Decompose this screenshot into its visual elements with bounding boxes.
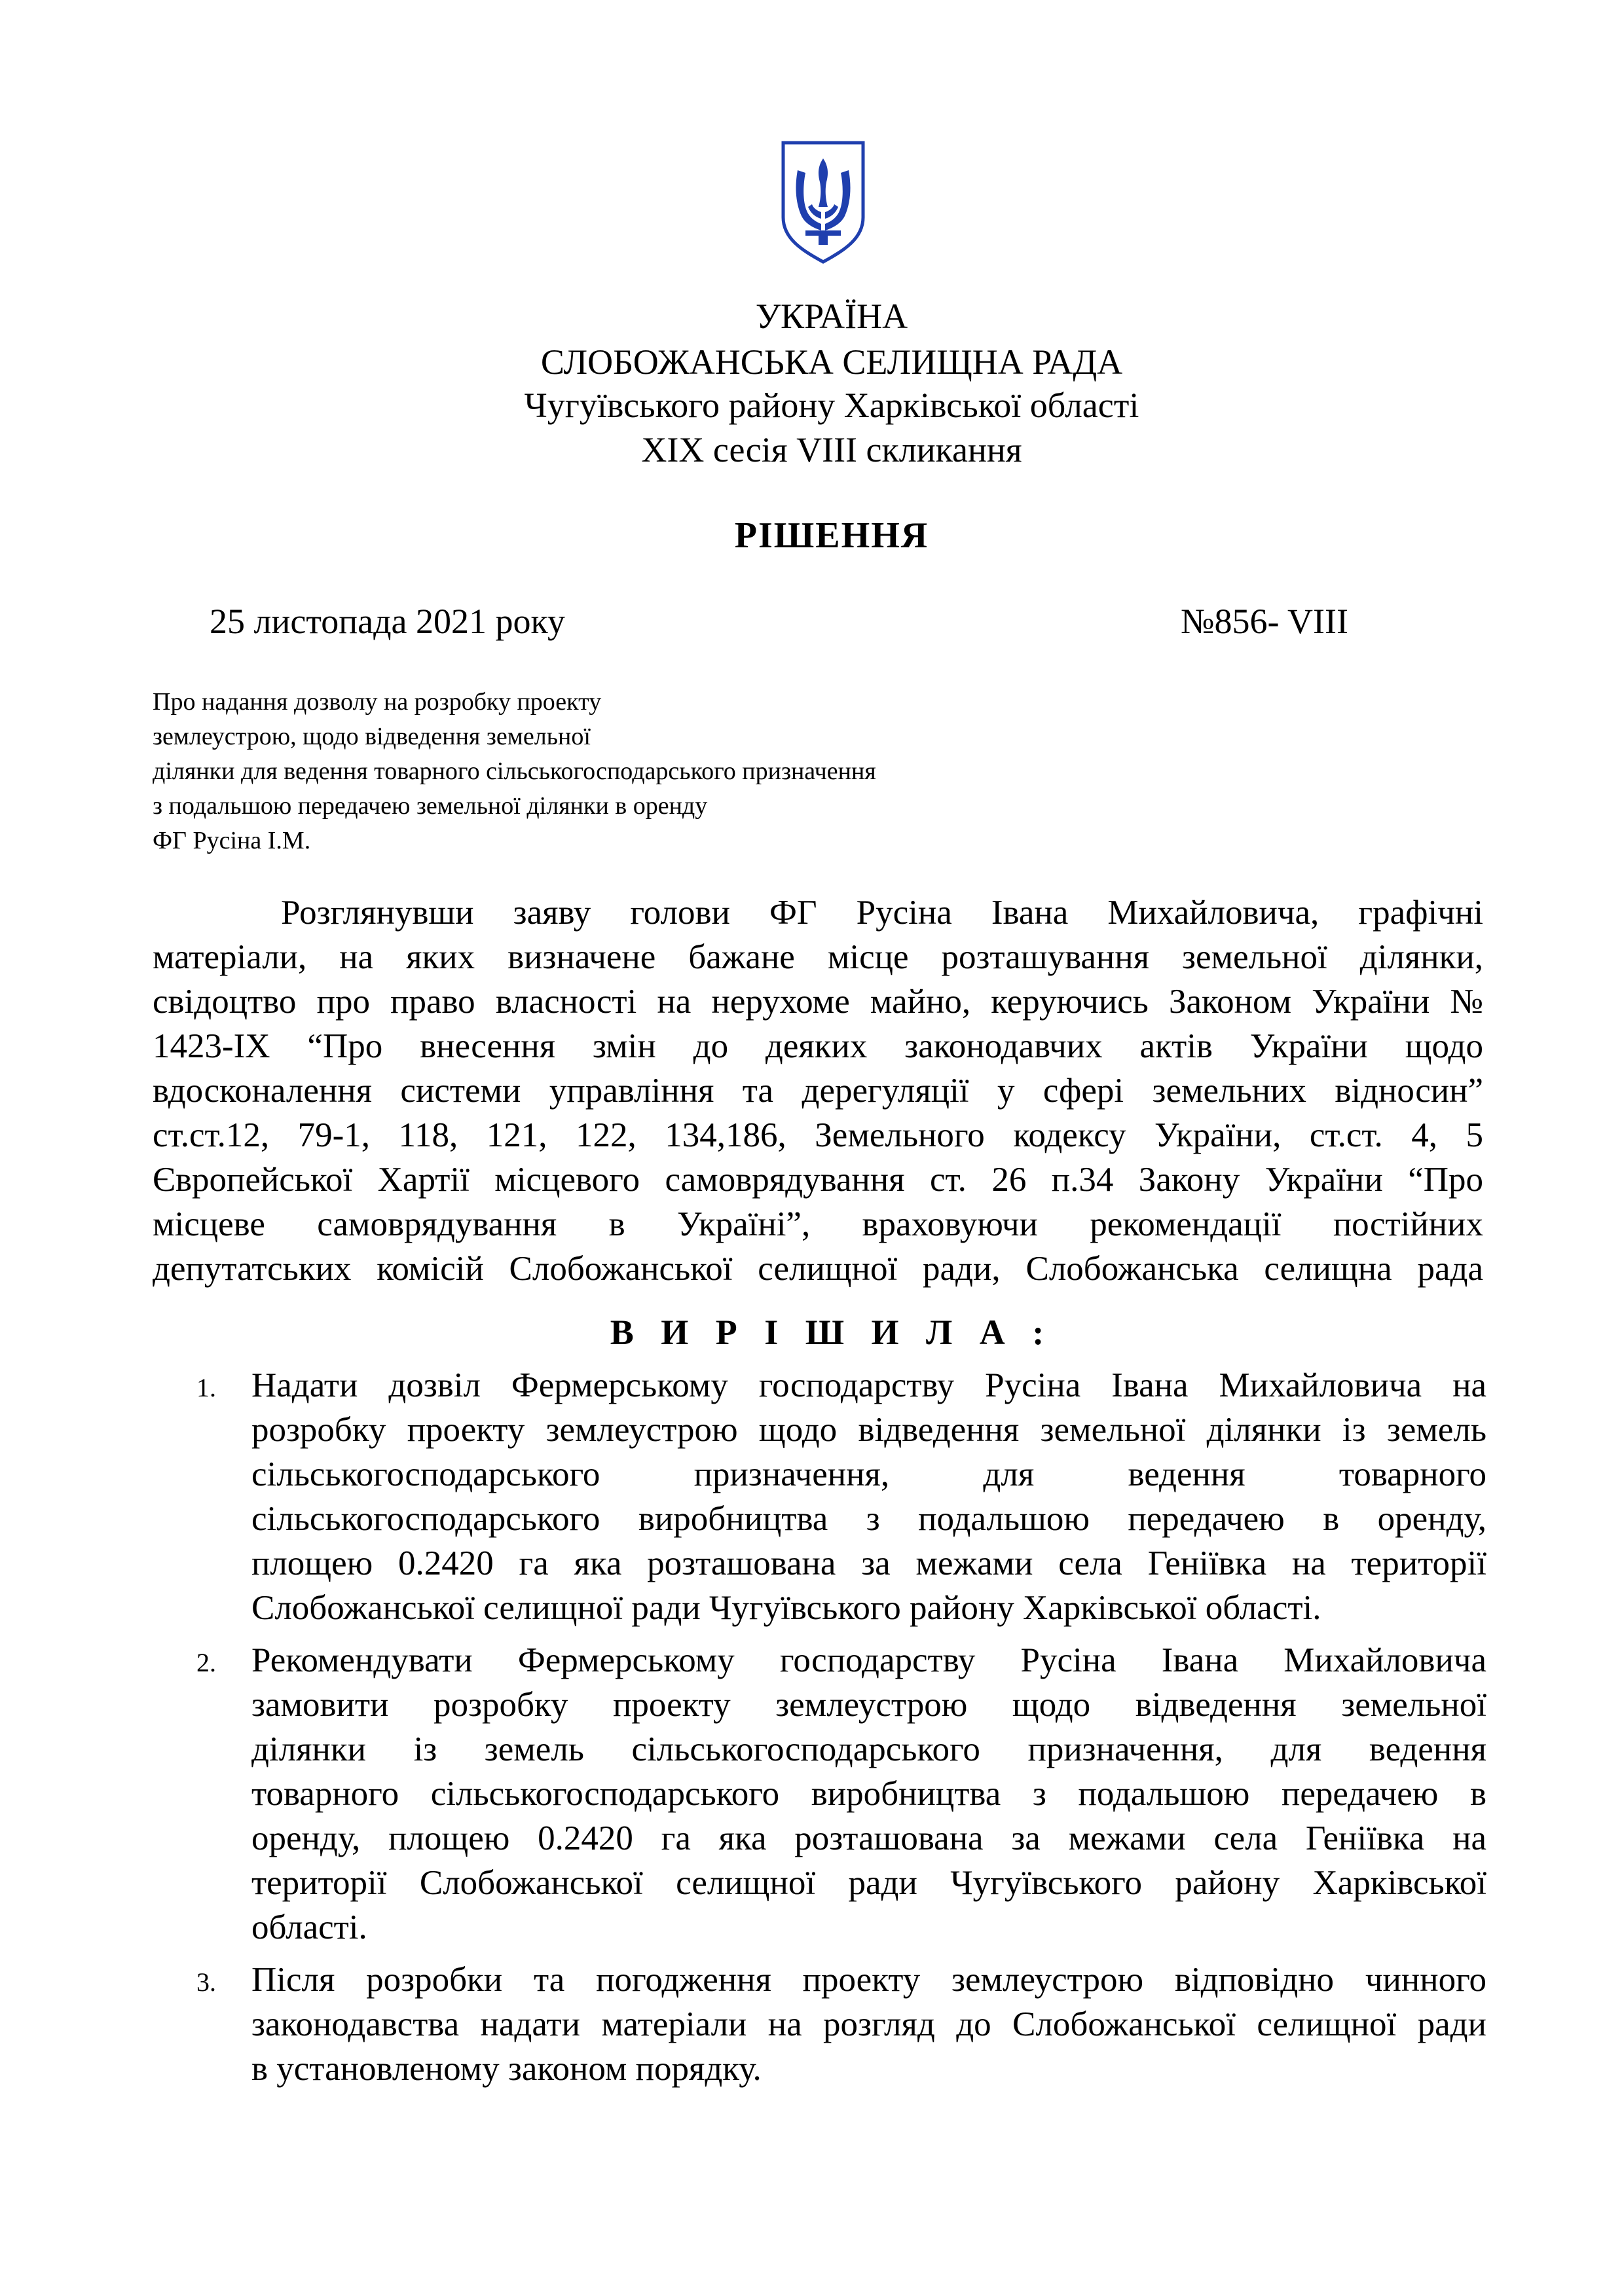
header-session: XIX сесія VIII скликання <box>641 430 1022 469</box>
item-line: Слобожанської селищної ради Чугуївського району Харківської області. <box>251 1589 1321 1627</box>
item-line: оренду, площею 0.2420 га яка розташована за межами села Геніївка на <box>251 1819 1486 1857</box>
item-line: законодавства надати матеріали на розгляд до Слобожанської селищної ради <box>251 2005 1486 2043</box>
item-number: 2. <box>196 1648 216 1677</box>
item-line: ділянки із земель сільськогосподарського призначення, для ведення <box>251 1730 1486 1768</box>
item-line: області. <box>251 1908 367 1946</box>
subject-line: ФГ Русіна І.М. <box>153 827 311 854</box>
list-item <box>196 1363 1486 1630</box>
subject-line: Про надання дозволу на розробку проекту <box>153 688 602 716</box>
preamble-line: матеріали, на яких визначене бажане місце розташування земельної ділянки, <box>153 938 1483 976</box>
preamble-line: 1423-ІХ “Про внесення змін до деяких законодавчих актів України щодо <box>153 1027 1483 1065</box>
item-line: Надати дозвіл Фермерському господарству Русіна Івана Михайловича на <box>251 1366 1486 1404</box>
header-district: Чугуївського району Харківської області <box>524 386 1139 425</box>
decision-number: №856- VIII <box>1181 602 1348 641</box>
subject-line: з подальшою передачею земельної ділянки в оренду <box>153 792 708 820</box>
resolved-heading: В И Р І Ш И Л А : <box>610 1313 1054 1352</box>
document-title: РІШЕННЯ <box>734 515 929 556</box>
item-line: сільськогосподарського призначення, для ведення товарного <box>251 1455 1486 1493</box>
preamble-line: свідоцтво про право власності на нерухоме майно, керуючись Законом України № <box>153 983 1483 1021</box>
trident-emblem-icon <box>779 139 867 264</box>
preamble-line: Розглянувши заяву голови ФГ Русіна Івана Михайловича, графічні <box>281 894 1483 932</box>
list-item <box>196 1958 1486 2091</box>
header-country: УКРАЇНА <box>755 297 908 336</box>
item-line: Після розробки та погодження проекту землеустрою відповідно чинного <box>251 1961 1486 1999</box>
subject-line: ділянки для ведення товарного сільськогосподарського призначення <box>153 757 876 785</box>
preamble-line: місцеве самоврядування в Україні”, враховуючи рекомендації постійних <box>153 1205 1483 1243</box>
item-line: розробку проекту землеустрою щодо відведення земельної ділянки із земель <box>251 1411 1486 1449</box>
decision-subject <box>153 685 1109 858</box>
decision-date: 25 листопада 2021 року <box>210 602 565 641</box>
list-item <box>196 1638 1486 1950</box>
item-line: товарного сільськогосподарського виробництва з подальшою передачею в <box>251 1775 1486 1813</box>
item-number: 3. <box>196 1967 216 1997</box>
item-line: сільськогосподарського виробництва з подальшою передачею в оренду, <box>251 1500 1486 1538</box>
item-line: замовити розробку проекту землеустрою щодо відведення земельної <box>251 1686 1486 1724</box>
preamble-line: депутатських комісій Слобожанської селищної ради, Слобожанська селищна рада <box>153 1250 1483 1288</box>
item-line: Рекомендувати Фермерському господарству Русіна Івана Михайловича <box>251 1641 1486 1679</box>
item-number: 1. <box>196 1373 216 1402</box>
header-council: СЛОБОЖАНСЬКА СЕЛИЩНА РАДА <box>540 342 1123 382</box>
decision-items <box>196 1363 1486 2099</box>
item-line: площею 0.2420 га яка розташована за межами села Геніївка на території <box>251 1544 1486 1582</box>
preamble-line: вдосконалення системи управління та дерегуляції у сфері земельних відносин” <box>153 1072 1483 1110</box>
preamble-line: Європейської Хартії місцевого самоврядування ст. 26 п.34 Закону України “Про <box>153 1161 1483 1199</box>
item-line: території Слобожанської селищної ради Чугуївського району Харківської <box>251 1864 1486 1902</box>
preamble-line: ст.ст.12, 79-1, 118, 121, 122, 134,186, Земельного кодексу України, ст.ст. 4, 5 <box>153 1116 1483 1154</box>
item-line: в установленому законом порядку. <box>251 2050 762 2088</box>
subject-line: землеустрою, щодо відведення земельної <box>153 723 591 750</box>
preamble-paragraph <box>153 890 1483 1291</box>
